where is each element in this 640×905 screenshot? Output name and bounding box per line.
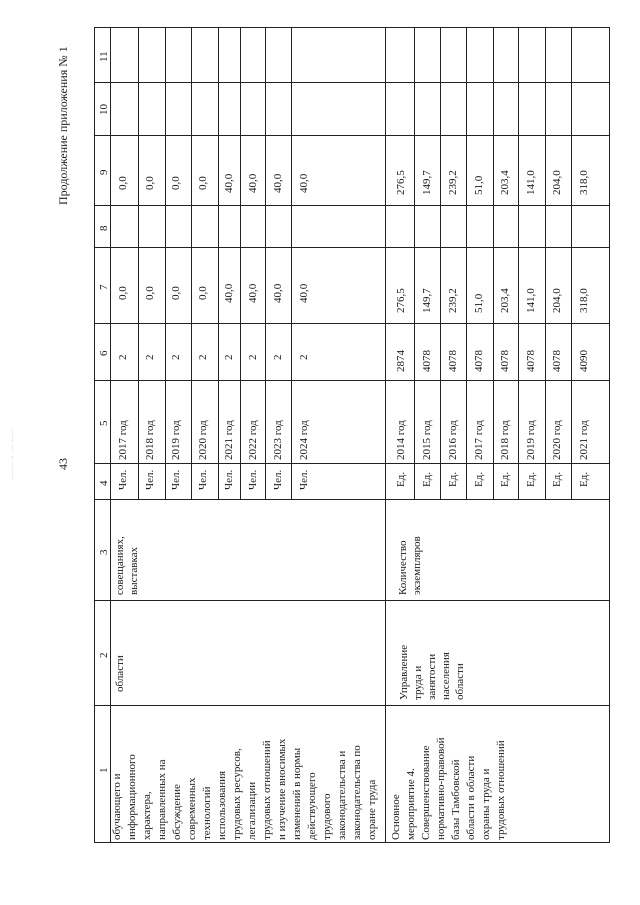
cell-text-line: трудового: [321, 793, 333, 840]
cell-text-line: характера,: [141, 791, 153, 840]
cell-year: 2022 год: [247, 420, 259, 460]
cell-c9: 40,0: [223, 173, 235, 193]
block-a-col3-line: выставках: [128, 546, 140, 595]
cell-c7: 141,0: [525, 288, 537, 313]
cell-c7: 40,0: [272, 283, 284, 303]
cell-unit: Чел.: [117, 469, 129, 490]
cell-text-line: области в области: [465, 755, 477, 840]
cell-unit: Чел.: [197, 469, 209, 490]
cell-c9: 40,0: [298, 173, 310, 193]
cell-text-line: направленных на: [156, 759, 168, 840]
cell-c9: 51,0: [473, 175, 485, 195]
cell-c6: 2: [272, 354, 284, 360]
cell-text-line: Управление: [398, 644, 410, 700]
cell-year: 2019 год: [170, 420, 182, 460]
cell-c7: 239,2: [447, 288, 459, 313]
cell-unit: Ед.: [421, 471, 433, 487]
cell-year: 2020 год: [551, 420, 563, 460]
cell-text-line: обсуждение: [171, 784, 183, 840]
cell-c7: 318,0: [578, 288, 590, 313]
cell-text-line: законодательства и: [336, 750, 348, 840]
cell-text-line: Основное: [390, 794, 402, 840]
cell-text-line: Совершенствование: [420, 745, 432, 840]
cell-c9: 204,0: [551, 170, 563, 195]
cell-c9: 276,5: [395, 170, 407, 195]
cell-year: 2015 год: [421, 420, 433, 460]
cell-unit: Ед.: [447, 471, 459, 487]
cell-c7: 204,0: [551, 288, 563, 313]
cell-year: 2016 год: [447, 420, 459, 460]
cell-unit: Ед.: [395, 471, 407, 487]
cell-c6: 2: [117, 354, 129, 360]
cell-c6: 4078: [447, 350, 459, 372]
cell-text-line: области: [454, 663, 466, 700]
cell-c7: 0,0: [170, 286, 182, 300]
cell-text-line: обучающего и: [111, 773, 123, 840]
cell-text-line: базы Тамбовской: [450, 759, 462, 840]
faint-header-text: ........ .. .... ......: [5, 428, 15, 480]
cell-c9: 0,0: [197, 176, 209, 190]
cell-c7: 149,7: [421, 288, 433, 313]
cell-year: 2017 год: [473, 420, 485, 460]
cell-year: 2018 год: [144, 420, 156, 460]
cell-c6: 4078: [525, 350, 537, 372]
cell-text-line: нормативно-правовой: [435, 737, 447, 840]
col-number-9: 9: [98, 169, 110, 175]
cell-year: 2019 год: [525, 420, 537, 460]
block-a-col2: области: [114, 655, 126, 692]
cell-text-line: охраны труда и: [480, 768, 492, 840]
cell-year: 2024 год: [298, 420, 310, 460]
col-number-10: 10: [98, 104, 110, 115]
col-number-8: 8: [98, 225, 110, 231]
cell-text-line: изменений в нормы: [291, 747, 303, 840]
cell-unit: Ед.: [499, 471, 511, 487]
cell-text-line: технологий: [201, 786, 213, 840]
cell-c9: 239,2: [447, 170, 459, 195]
cell-text-line: трудовых отношений: [261, 740, 273, 840]
cell-text-line: труда и: [412, 665, 424, 700]
cell-c6: 2: [170, 354, 182, 360]
cell-c6: 4078: [499, 350, 511, 372]
cell-text-line: легализации: [246, 781, 258, 840]
cell-year: 2017 год: [117, 420, 129, 460]
cell-year: 2018 год: [499, 420, 511, 460]
block-a-col3-line: совещаниях,: [114, 536, 126, 595]
cell-text-line: занятости: [426, 653, 438, 700]
cell-text-line: современных: [186, 777, 198, 840]
cell-c9: 149,7: [421, 170, 433, 195]
cell-c7: 40,0: [298, 283, 310, 303]
cell-c6: 2874: [395, 350, 407, 372]
continuation-label: Продолжение приложения № 1: [56, 46, 70, 205]
cell-unit: Чел.: [144, 469, 156, 490]
cell-unit: Ед.: [551, 471, 563, 487]
cell-c9: 0,0: [170, 176, 182, 190]
cell-unit: Чел.: [298, 469, 310, 490]
cell-unit: Ед.: [473, 471, 485, 487]
cell-c9: 203,4: [499, 170, 511, 195]
cell-unit: Чел.: [223, 469, 235, 490]
page-number: 43: [56, 458, 70, 470]
cell-c7: 40,0: [223, 283, 235, 303]
col-number-3: 3: [98, 549, 110, 555]
cell-c6: 2: [298, 354, 310, 360]
col-number-7: 7: [98, 284, 110, 290]
cell-text-line: охране труда: [366, 779, 378, 840]
cell-c9: 40,0: [272, 173, 284, 193]
cell-year: 2021 год: [578, 420, 590, 460]
cell-text-line: и изучение вносимых: [276, 738, 288, 840]
cell-c7: 51,0: [473, 293, 485, 313]
col-number-4: 4: [98, 480, 110, 486]
cell-text-line: трудовых ресурсов,: [231, 748, 243, 840]
cell-unit: Ед.: [578, 471, 590, 487]
cell-c7: 0,0: [117, 286, 129, 300]
col-number-11: 11: [98, 51, 110, 62]
cell-unit: Чел.: [170, 469, 182, 490]
cell-c9: 318,0: [578, 170, 590, 195]
cell-c6: 2: [223, 354, 235, 360]
cell-c9: 141,0: [525, 170, 537, 195]
cell-year: 2020 год: [197, 420, 209, 460]
cell-c7: 203,4: [499, 288, 511, 313]
cell-year: 2021 год: [223, 420, 235, 460]
cell-c6: 4078: [551, 350, 563, 372]
cell-c9: 0,0: [144, 176, 156, 190]
cell-text-line: законодательства по: [351, 745, 363, 840]
col-number-2: 2: [98, 652, 110, 658]
cell-c6: 4090: [578, 350, 590, 372]
cell-c7: 0,0: [197, 286, 209, 300]
cell-text-line: использования: [216, 770, 228, 840]
cell-c6: 2: [247, 354, 259, 360]
cell-unit: Ед.: [525, 471, 537, 487]
cell-text-line: информационного: [126, 754, 138, 840]
cell-text-line: трудовых отношений: [495, 740, 507, 840]
block-b-col3-line: экземпляров: [411, 536, 423, 595]
cell-c7: 0,0: [144, 286, 156, 300]
cell-c9: 0,0: [117, 176, 129, 190]
col-number-5: 5: [98, 420, 110, 426]
col-number-1: 1: [98, 767, 110, 773]
cell-unit: Чел.: [247, 469, 259, 490]
cell-c6: 4078: [473, 350, 485, 372]
block-b-col3-line: Количество: [397, 540, 409, 595]
cell-text-line: населения: [440, 652, 452, 700]
cell-year: 2014 год: [395, 420, 407, 460]
cell-text-line: действующего: [306, 772, 318, 840]
cell-c6: 4078: [421, 350, 433, 372]
cell-c9: 40,0: [247, 173, 259, 193]
cell-c6: 2: [197, 354, 209, 360]
cell-year: 2023 год: [272, 420, 284, 460]
cell-text-line: мероприятие 4.: [405, 768, 417, 840]
cell-c7: 276,5: [395, 288, 407, 313]
cell-c7: 40,0: [247, 283, 259, 303]
cell-c6: 2: [144, 354, 156, 360]
col-number-6: 6: [98, 350, 110, 356]
cell-unit: Чел.: [272, 469, 284, 490]
